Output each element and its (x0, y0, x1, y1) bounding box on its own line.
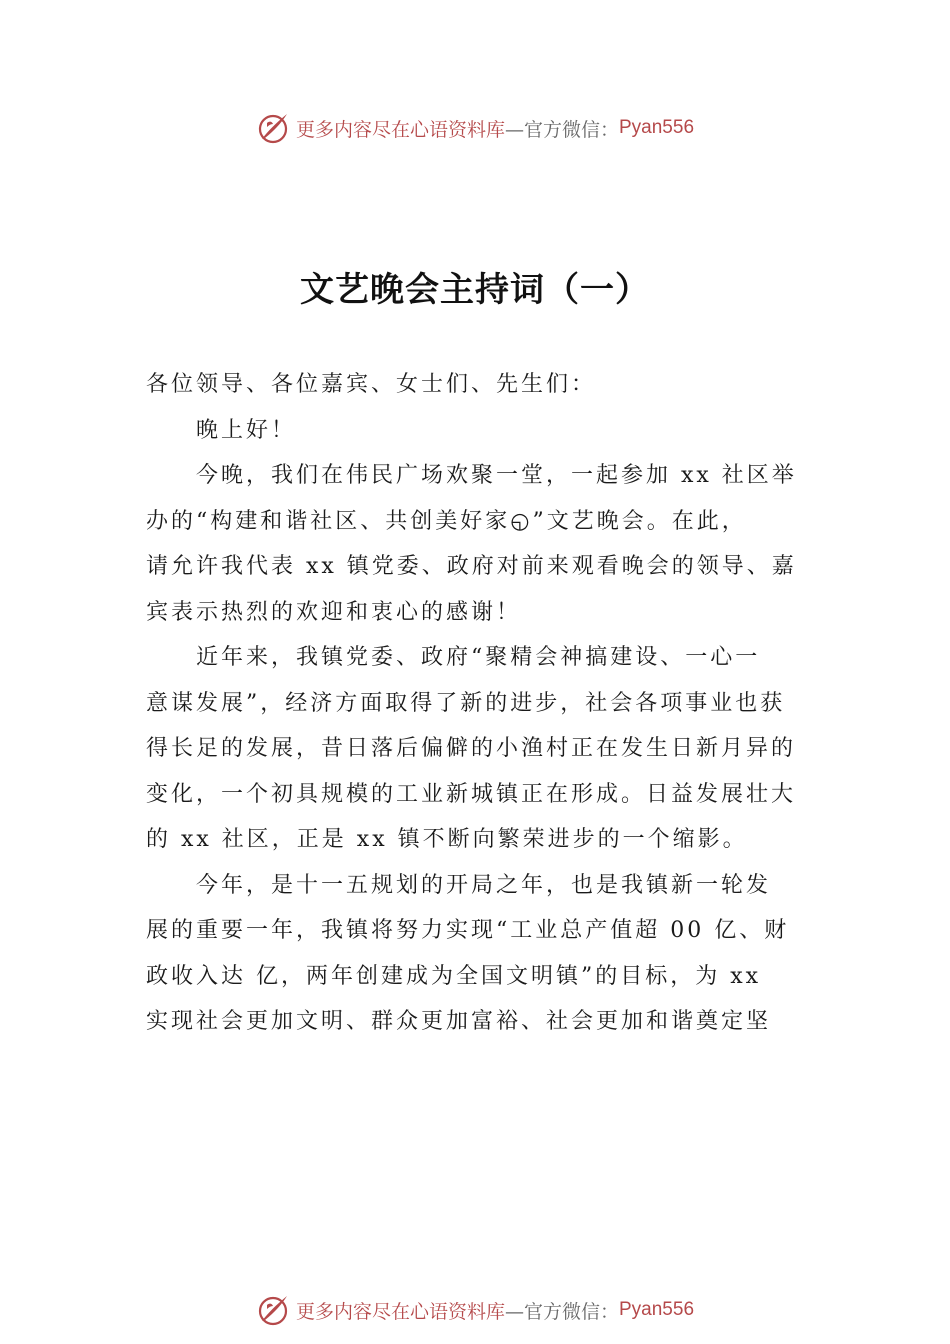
banner-text: 更多内容尽在心语资料库 (295, 1300, 505, 1323)
quill-logo-icon (256, 1293, 290, 1327)
document-body (146, 362, 806, 1045)
text-line: 意谋发展”，经济方面取得了新的进步，社会各项事业也获 (146, 690, 786, 716)
header-banner (0, 108, 950, 148)
text-line: 请允许我代表 xx 镇党委、政府对前来观看晚会的领导、嘉 (146, 554, 797, 579)
banner-wechat-id: Pyan556 (619, 1299, 695, 1320)
footer-banner (0, 1290, 950, 1330)
text-line: 宾表示热烈的欢迎和衷心的感谢！ (146, 599, 522, 625)
text-line: 今年，是十一五规划的开局之年，也是我镇新一轮发 (196, 872, 772, 898)
banner-separator: —官方微信： (504, 118, 619, 141)
banner-wechat-id: Pyan556 (619, 117, 695, 138)
text-line: 近年来，我镇党委、政府“聚精会神搞建设、一心一 (196, 645, 761, 670)
banner-text: 更多内容尽在心语资料库 (295, 118, 505, 141)
text-line: 政收入达 亿，两年创建成为全国文明镇”的目标，为 xx (146, 963, 762, 989)
quill-logo-icon (256, 111, 290, 145)
text-line: 办的“构建和谐社区、共创美好家◵”文艺晚会。在此， (146, 508, 747, 534)
text-line: 变化，一个初具规模的工业新城镇正在形成。日益发展壮大 (146, 781, 797, 807)
banner-separator: —官方微信： (504, 1300, 619, 1323)
text-line: 实现社会更加文明、群众更加富裕、社会更加和谐奠定坚 (146, 1009, 772, 1034)
text-line: 的 xx 社区，正是 xx 镇不断向繁荣进步的一个缩影。 (146, 827, 748, 852)
text-line: 展的重要一年，我镇将努力实现“工业总产值超 00 亿、财 (146, 918, 790, 943)
text-line: 得长足的发展，昔日落后偏僻的小渔村正在发生日新月异的 (146, 736, 797, 761)
document-title: 文艺晚会主持词（一） (300, 270, 650, 310)
text-line: 各位领导、各位嘉宾、女士们、先生们： (146, 372, 597, 397)
text-line: 今晚，我们在伟民广场欢聚一堂，一起参加 xx 社区举 (196, 463, 797, 488)
text-line: 晚上好！ (196, 417, 297, 443)
